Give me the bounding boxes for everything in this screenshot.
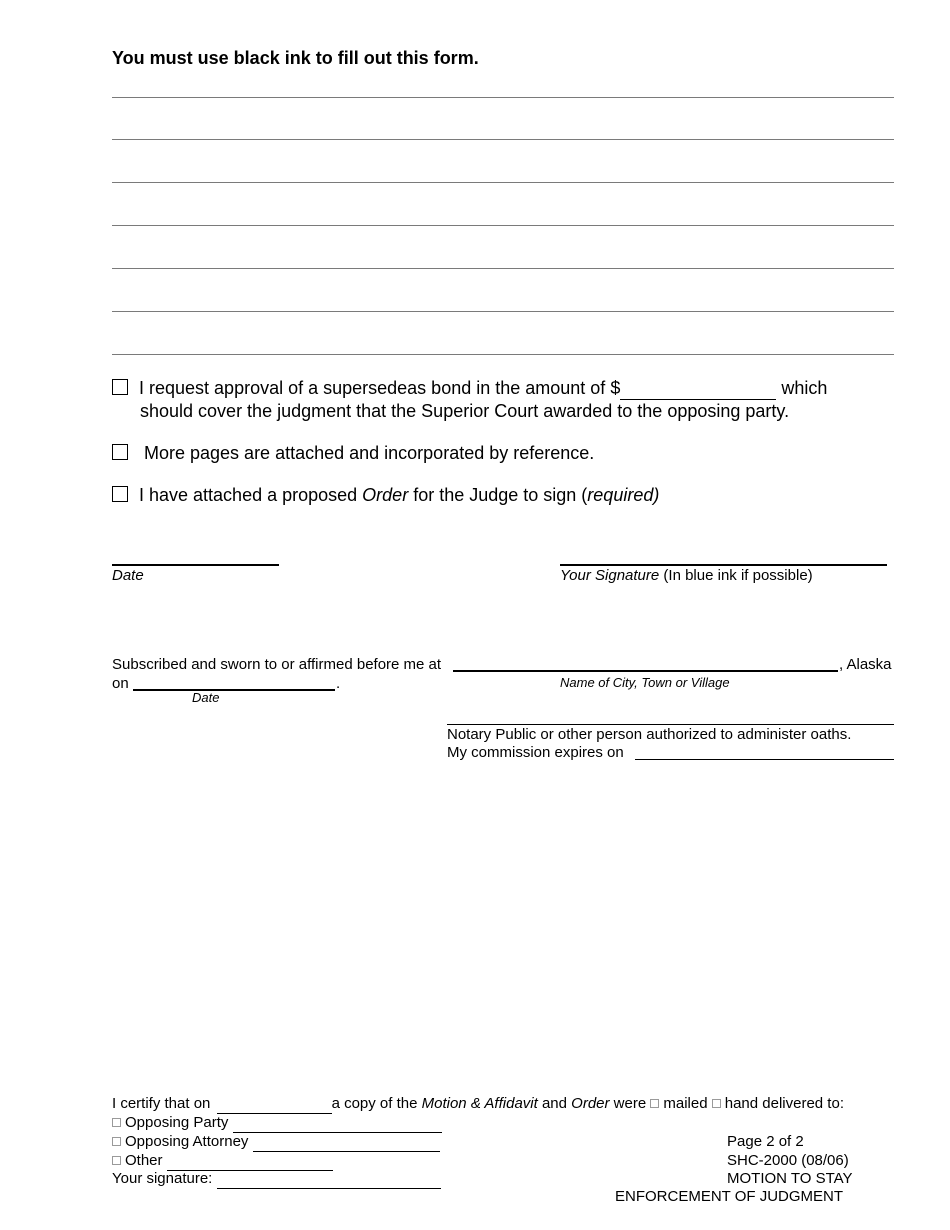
date-label: Date [112,567,144,584]
signature-label-italic: Your Signature [560,567,660,584]
motion-text: Motion & Affidavit [421,1095,538,1112]
proposed-order-checkbox[interactable] [112,486,128,502]
ink-instruction: You must use black ink to fill out this form. [112,48,479,68]
other-field[interactable] [167,1152,333,1171]
signature-line[interactable] [560,564,887,566]
more-pages-checkbox[interactable] [112,444,128,460]
city-label: Name of City, Town or Village [560,675,730,690]
mailed-checkbox[interactable] [650,1099,659,1108]
writing-line[interactable] [112,97,894,98]
alaska-text: , Alaska [839,656,892,673]
certify-row [112,1095,844,1114]
period-text: . [336,675,341,692]
form-title-line2: ENFORCEMENT OF JUDGMENT [615,1188,844,1205]
page-number: Page 2 of 2 [727,1133,804,1150]
bond-checkbox[interactable] [112,379,128,395]
order-text-pre: I have attached a proposed [139,485,363,505]
bond-amount-field[interactable] [620,377,776,400]
your-signature-row [112,1170,441,1189]
writing-line[interactable] [112,354,894,355]
opposing-attorney-field[interactable] [253,1133,440,1152]
notary-date-line[interactable] [133,689,335,691]
other-row [112,1152,333,1171]
notary-date-label: Date [192,690,220,705]
writing-line[interactable] [112,311,894,312]
order-text-required: required) [587,485,660,505]
commission-text: My commission expires on [447,744,624,761]
more-pages-row [112,442,812,464]
opposing-party-row [112,1114,442,1133]
certify-date-field[interactable] [217,1095,332,1114]
opposing-attorney-text: Opposing Attorney [125,1133,249,1150]
signature-label [560,567,813,584]
bond-request-row [112,377,902,422]
city-line[interactable] [453,670,838,672]
writing-line[interactable] [112,225,894,226]
subscribed-text: Subscribed and sworn to or affirmed before me at [112,656,442,673]
opposing-attorney-checkbox[interactable] [112,1137,121,1146]
other-checkbox[interactable] [112,1156,121,1165]
opposing-party-field[interactable] [233,1114,442,1133]
form-title-line1: MOTION TO STAY [727,1170,853,1187]
and-text: and [537,1095,572,1112]
order-text-mid: for the Judge to sign ( [408,485,588,505]
copy-of-text: a copy of the [331,1095,422,1112]
your-signature-text: Your signature: [112,1170,213,1187]
opposing-attorney-row [112,1133,440,1152]
on-text: on [112,675,129,692]
bond-text-line2: should cover the judgment that the Superior Court awarded to the opposing party. [140,401,790,421]
order-text-italic: Order [362,485,409,505]
opposing-party-text: Opposing Party [125,1114,229,1131]
your-signature-field[interactable] [217,1170,441,1189]
signature-label-rest: (In blue ink if possible) [659,567,813,584]
notary-public-text: Notary Public or other person authorized to administer oaths. [447,726,852,743]
form-number: SHC-2000 (08/06) [727,1152,849,1169]
were-text: were [609,1095,651,1112]
certify-pre: I certify that on [112,1095,211,1112]
proposed-order-row [112,484,812,506]
mailed-text: mailed [663,1095,708,1112]
bond-text-post: which [781,378,828,398]
hand-delivered-checkbox[interactable] [712,1099,721,1108]
bond-text-pre: I request approval of a supersedeas bond in the amount of $ [139,378,621,398]
more-pages-text: More pages are attached and incorporated by reference. [144,443,595,463]
commission-line[interactable] [635,759,894,760]
writing-line[interactable] [112,268,894,269]
date-line[interactable] [112,564,279,566]
order-text: Order [571,1095,610,1112]
writing-line[interactable] [112,182,894,183]
notary-signature-line[interactable] [447,724,894,725]
hand-delivered-text: hand delivered to: [724,1095,844,1112]
other-text: Other [125,1152,163,1169]
opposing-party-checkbox[interactable] [112,1118,121,1127]
writing-line[interactable] [112,139,894,140]
